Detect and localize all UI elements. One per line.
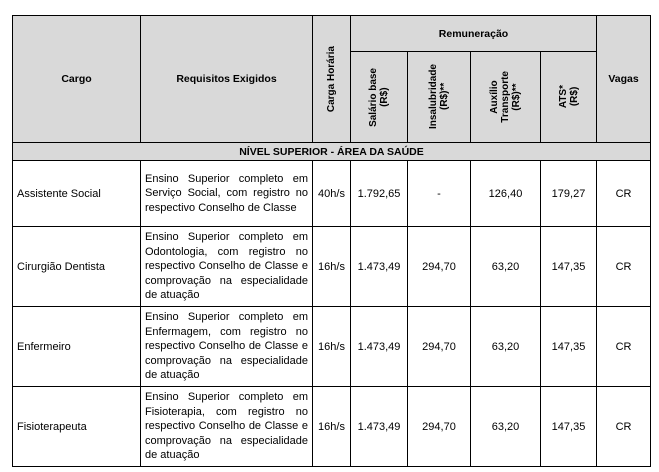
- auxilio-cell: 126,40: [471, 161, 541, 227]
- salario-cell: 1.792,65: [351, 161, 408, 227]
- table-row: [13, 307, 651, 387]
- ats-cell: 147,35: [541, 227, 597, 307]
- header-vagas: Vagas: [597, 16, 651, 143]
- salario-cell: 1.473,49: [351, 307, 408, 387]
- auxilio-cell: 63,20: [471, 387, 541, 467]
- vagas-cell: CR: [597, 161, 651, 227]
- cargo-cell: Fisioterapeuta: [13, 387, 141, 467]
- ats-cell: 147,35: [541, 307, 597, 387]
- vagas-cell: CR: [597, 387, 651, 467]
- header-ats-cell: [541, 52, 597, 143]
- ats-cell: 147,35: [541, 387, 597, 467]
- header-salario: Salário base (R$): [368, 67, 390, 127]
- insalubridade-cell: -: [408, 161, 471, 227]
- requisitos-cell: Ensino Superior completo em Odontologia, com registro no respectivo Conselho de Classe e comprovação na especialidade de atuação: [141, 227, 313, 307]
- header-carga-horaria-cell: [313, 16, 351, 143]
- cargo-cell: Cirurgião Dentista: [13, 227, 141, 307]
- vagas-cell: CR: [597, 307, 651, 387]
- table-row: [13, 161, 651, 227]
- ats-cell: 179,27: [541, 161, 597, 227]
- header-carga-horaria: Carga Horária: [326, 45, 337, 113]
- header-remuneracao: Remuneração: [351, 16, 597, 52]
- carga-cell: 16h/s: [313, 387, 351, 467]
- header-salario-cell: [351, 52, 408, 143]
- table-row: [13, 387, 651, 467]
- carga-cell: 16h/s: [313, 307, 351, 387]
- section-title: NÍVEL SUPERIOR - ÁREA DA SAÚDE: [13, 143, 651, 161]
- carga-cell: 40h/s: [313, 161, 351, 227]
- auxilio-cell: 63,20: [471, 307, 541, 387]
- requisitos-cell: Ensino Superior completo em Fisioterapia, com registro no respectivo Conselho de Classe e comprovação na especialidade de atuação: [141, 387, 313, 467]
- header-auxilio-cell: [471, 52, 541, 143]
- requisitos-cell: Ensino Superior completo em Serviço Social, com registro no respectivo Conselho de Classe: [141, 161, 313, 227]
- header-cargo: Cargo: [13, 16, 141, 143]
- carga-cell: 16h/s: [313, 227, 351, 307]
- header-ats: ATS* (R$): [557, 85, 580, 109]
- requisitos-cell: Ensino Superior completo em Enfermagem, com registro no respectivo Conselho de Classe e comprovação na especialidade de atuação: [141, 307, 313, 387]
- cargo-cell: Enfermeiro: [13, 307, 141, 387]
- cargo-cell: Assistente Social: [13, 161, 141, 227]
- auxilio-cell: 63,20: [471, 227, 541, 307]
- vagas-cell: CR: [597, 227, 651, 307]
- insalubridade-cell: 294,70: [408, 307, 471, 387]
- table-row: [13, 227, 651, 307]
- header-auxilio: Auxílio Transporte (R$)**: [489, 71, 522, 123]
- insalubridade-cell: 294,70: [408, 227, 471, 307]
- salario-cell: 1.473,49: [351, 387, 408, 467]
- vacancy-table: [12, 15, 651, 467]
- header-requisitos: Requisitos Exigidos: [141, 16, 313, 143]
- header-insalubridade-cell: [408, 52, 471, 143]
- header-insalubridade: Insalubridade (R$)**: [428, 64, 450, 130]
- insalubridade-cell: 294,70: [408, 387, 471, 467]
- salario-cell: 1.473,49: [351, 227, 408, 307]
